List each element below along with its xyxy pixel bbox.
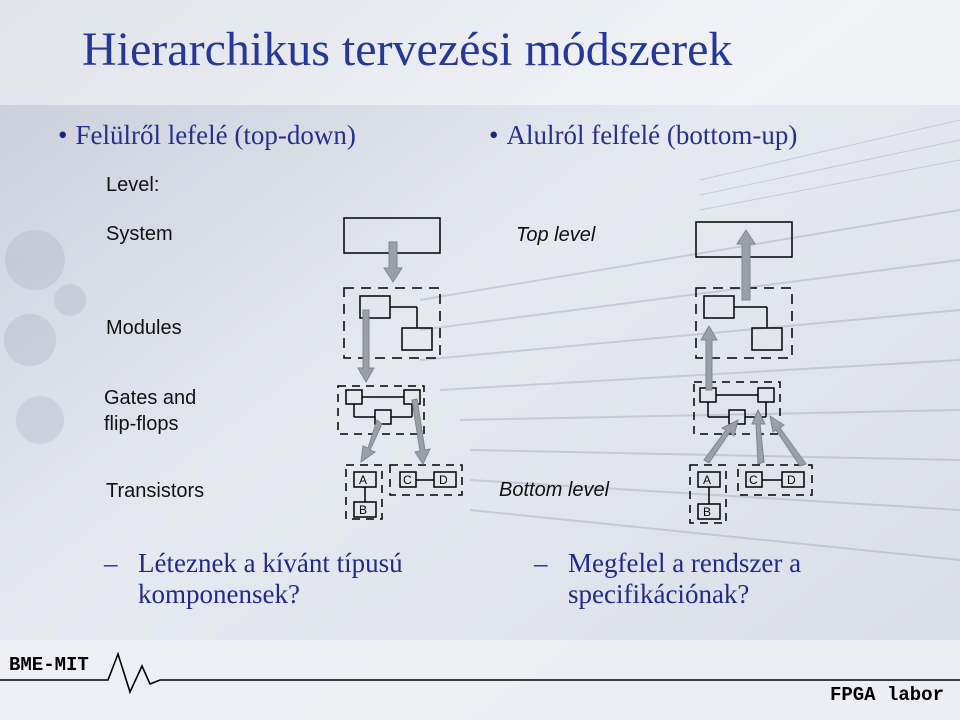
sub-bullet-left-text: Léteznek a kívánt típusú komponensek? <box>138 548 403 609</box>
level-flipflops: flip-flops <box>104 413 179 435</box>
level-transistors: Transistors <box>106 480 205 502</box>
footer-logo-text: BME-MIT <box>9 654 89 676</box>
module-block <box>402 328 432 350</box>
down-arrows <box>358 242 430 464</box>
footer-course-text: FPGA labor <box>829 684 944 706</box>
arrow-up-icon <box>770 416 806 466</box>
level-modules: Modules <box>106 317 182 339</box>
arrow-up-icon <box>704 420 738 463</box>
bullet-bottom-up <box>489 120 797 151</box>
bottom-level-label: Bottom level <box>499 479 610 501</box>
block-d-label: D <box>439 473 448 487</box>
dash-icon: – <box>534 548 548 578</box>
block-b-label: B <box>359 503 368 517</box>
top-down-diagram <box>330 210 480 530</box>
bullet-bottom-up-text: Alulról felfelé (bottom-up) <box>506 120 798 150</box>
level-system: System <box>106 223 173 245</box>
footer-pulse-line <box>0 640 960 700</box>
bottom-up-diagram <box>682 210 832 530</box>
sub-bullet-right <box>534 548 868 610</box>
level-header: Level: <box>106 174 160 196</box>
modules-group-frame <box>344 288 440 358</box>
bullet-top-down-text: Felülről lefelé (top-down) <box>75 120 356 150</box>
arrow-up-icon <box>737 230 755 300</box>
arrow-up-icon <box>752 410 765 464</box>
sub-bullet-left <box>104 548 478 610</box>
arrow-down-icon <box>361 420 382 462</box>
block-a-label: A <box>703 473 712 487</box>
block-b-label: B <box>703 505 712 519</box>
block-a-label: A <box>359 473 368 487</box>
bullet-top-down <box>58 120 356 151</box>
up-arrows <box>701 230 806 466</box>
arrow-down-icon <box>384 242 402 282</box>
bullet-dot-icon: • <box>489 120 499 150</box>
arrow-down-icon <box>358 310 374 382</box>
bullet-dot-icon: • <box>58 120 68 150</box>
arrow-down-icon <box>412 399 430 464</box>
level-gates: Gates and <box>104 387 197 409</box>
sub-bullet-right-text: Megfelel a rendszer a specifikációnak? <box>568 548 802 609</box>
top-level-label: Top level <box>516 224 596 246</box>
slide-title: Hierarchikus tervezési módszerek <box>82 23 733 76</box>
block-d-label: D <box>787 473 796 487</box>
block-c-label: C <box>749 473 758 487</box>
block-c-label: C <box>403 473 412 487</box>
dash-icon: – <box>104 548 118 578</box>
